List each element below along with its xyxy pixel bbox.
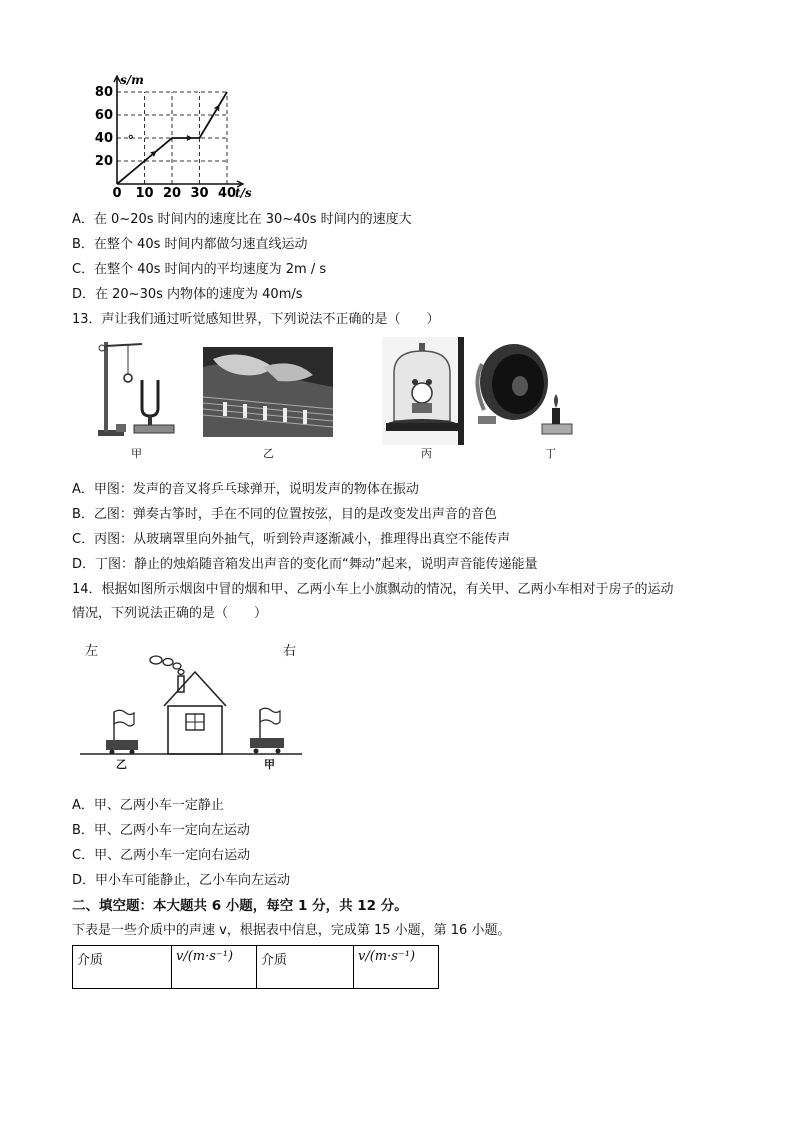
label-right: 右	[283, 644, 297, 659]
table-header-speed-2: v/(m·s⁻¹)	[354, 946, 439, 989]
q12-option-a: A．在 0~20s 时间内的速度比在 30~40s 时间内的速度大	[72, 212, 412, 227]
q13-option-a: A．甲图：发声的音叉将乒乓球弹开，说明发声的物体在振动	[72, 482, 419, 497]
table-header-medium-1: 介质	[73, 946, 172, 989]
figure-label-ding: 丁	[545, 447, 556, 460]
q12-option-c: C．在整个 40s 时间内的平均速度为 2m / s	[72, 262, 327, 277]
x-tick-label: 40	[217, 186, 237, 201]
q13-stem: 13．声让我们通过听觉感知世界，下列说法不正确的是（ ）	[72, 312, 440, 327]
table-header-speed-1: v/(m·s⁻¹)	[172, 946, 257, 989]
q12-option-b: B．在整个 40s 时间内都做匀速直线运动	[72, 237, 308, 252]
st-graph	[95, 72, 265, 202]
annotation-dot	[129, 135, 132, 138]
q14-option-b: B．甲、乙两小车一定向左运动	[72, 823, 250, 838]
q12-option-d: D．在 20~30s 内物体的速度为 40m/s	[72, 287, 303, 302]
x-tick-label: 10	[135, 186, 154, 201]
y-tick-label: 60	[95, 108, 113, 123]
house-cars-figure	[80, 650, 310, 760]
figure-label-yi: 乙	[263, 447, 274, 460]
y-tick-label: 40	[95, 131, 113, 146]
y-tick-label: 80	[95, 85, 113, 100]
tuning-fork-figure	[92, 336, 182, 446]
q14-option-a: A．甲、乙两小车一定静止	[72, 798, 224, 813]
car-label-yi: 乙	[116, 758, 127, 771]
x-tick-label: 20	[162, 186, 182, 201]
q13-option-b: B．乙图：弹奏古筝时，手在不同的位置按弦，目的是改变发出声音的音色	[72, 507, 497, 522]
car-label-jia: 甲	[264, 758, 275, 771]
y-tick-label: 20	[95, 154, 113, 169]
speaker-candle-figure	[472, 340, 580, 440]
q14-option-d: D．甲小车可能静止，乙小车向左运动	[72, 873, 291, 888]
speed-table	[72, 945, 439, 989]
guzheng-photo	[203, 347, 333, 437]
figure-label-jia: 甲	[131, 447, 142, 460]
figure-label-bing: 丙	[421, 447, 432, 460]
x-tick-label: 30	[190, 186, 209, 201]
table-header-medium-2: 介质	[257, 946, 354, 989]
x-tick-label: 0	[112, 186, 122, 201]
q14-stem-line2: 情况，下列说法正确的是（ ）	[72, 606, 268, 621]
bell-jar-figure	[382, 337, 464, 445]
q14-option-c: C．甲、乙两小车一定向右运动	[72, 848, 251, 863]
x-axis-label: t/s	[235, 186, 252, 200]
q13-option-c: C．丙图：从玻璃罩里向外抽气，听到铃声逐渐减小，推理得出真空不能传声	[72, 532, 511, 547]
label-left: 左	[85, 644, 99, 659]
section2-heading: 二、填空题：本大题共 6 小题，每空 1 分，共 12 分。	[72, 898, 408, 914]
y-axis-label: s/m	[120, 73, 144, 87]
section2-intro: 下表是一些介质中的声速 v，根据表中信息，完成第 15 小题，第 16 小题。	[72, 923, 511, 938]
q13-option-d: D．丁图：静止的烛焰随音箱发出声音的变化而“舞动”起来，说明声音能传递能量	[72, 557, 538, 572]
q14-stem-line1: 14．根据如图所示烟囱中冒的烟和甲、乙两小车上小旗飘动的情况，有关甲、乙两小车相对于房子的运动	[72, 582, 674, 597]
